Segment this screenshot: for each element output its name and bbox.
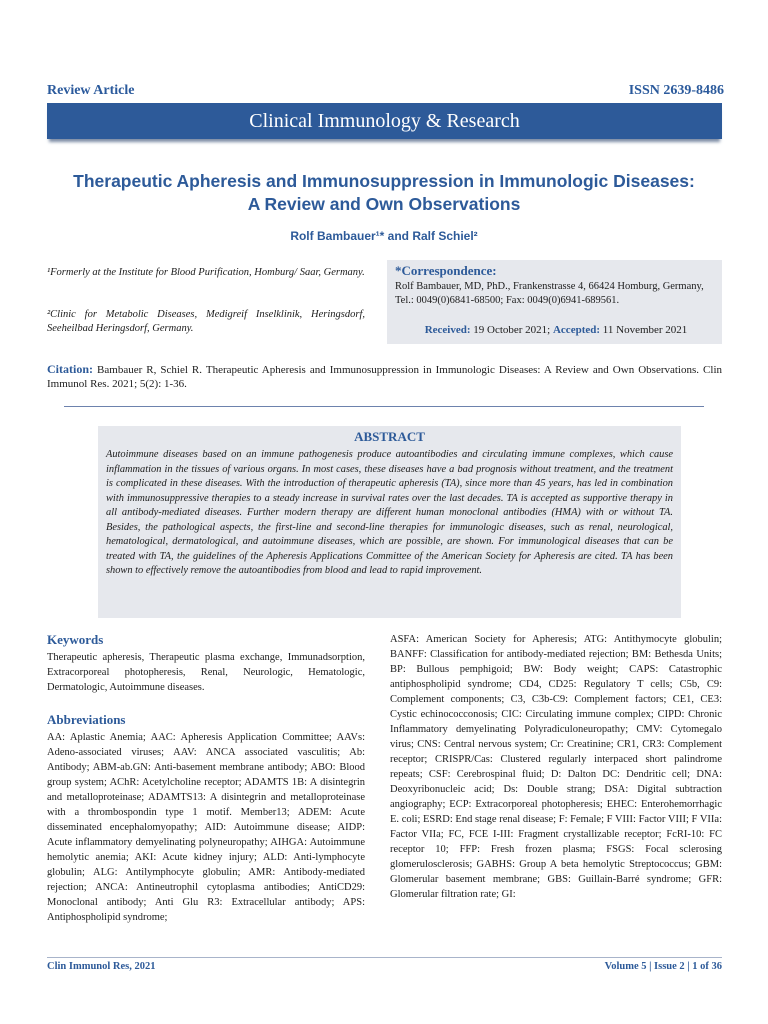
abbreviations-left-column: AA: Aplastic Anemia; AAC: Apheresis Application Committee; AAVs: Adeno-associated viruses; AAV: ANCA associated vasculitis; Ab: Antibody; ABM-ab.GN: Anti-basement membrane antibody; ABO: Blood group system; AChR: Acetylcholine receptor; ADAMTS 1B: A disintegrin and metalloproteinase; ADAMTS13: A disintegrin and metalloproteinase with a thrombospondin type 1 motif. Member13; ADEM: Acute disseminated encephalomyopathy; AID: Autoimmune disease; AIDP: Acute inflammatory demyelinating polyneuropathy; AIHGA: Autoimmune hemolytic anemia; AKI: Acute kidney injury; ALD: Anti-lymphocyte globulin; ALG: Antilymphocyte globulin; AMR: Antibody-mediated rejection; ANCA: Antineutrophil cytoplasma antibodies; AntiCD29: Monoclonal antibody; Anti Glu R3: Extracellular antibody; APS: Antiphospholipid syndrome; (47, 732, 365, 923)
issn-label: ISSN 2639-8486 (628, 83, 724, 98)
correspondence-heading: *Correspondence: (395, 263, 497, 278)
citation (47, 362, 722, 391)
affiliation-2: ²Clinic for Metabolic Diseases, Medigreif Inselklinik, Heringsdorf, Seeheilbad Heringsdorf, Germany. (47, 309, 365, 334)
citation-label: Citation: (47, 362, 93, 376)
accepted-date: 11 November 2021 (602, 324, 688, 336)
footer-journal: Clin Immunol Res, 2021 (47, 961, 156, 972)
journal-banner: Clinical Immunology & Research (47, 103, 722, 139)
article-type-label: Review Article (47, 83, 135, 98)
abbreviations-right-column: ASFA: American Society for Apheresis; ATG: Antithymocyte globulin; BANFF: Classification for antibody-mediated rejection; BM: Bethesda Units; BP: Bullous pemphigoid; BW: Body weight; CAPS: Catastrophic antiphospholipid syndrome; CD4, CD25: Regulatory T cells; C5b, C9: Complement components; C3, C3b-C9: Complement factors; CE1, CE3: Cystic echinococconosis; CIC: Circulating immune complex; CIPD: Chronic Inflammatory demyelinating Polyradiculoneuropathy; CMV: Cytomegalo virus; CNS: Central nervous system; Cr: Creatinine; CR1, CR3: Complement receptor; CRISPR/Cas: Clustered regularly interpaced short palindrome repeats; CSF: Cerebrospinal fluid; D: Dalton DC: Dendritic cell; DNA: Deoxyribonucleic acid; Ds: Double strang; DSA: Digital subtraction angiography; ECP: Extracorporeal photopheresis; EHEC: Enterohemorrhagic E. coli; ESRD: End stage renal disease; F: Female; F VIII: Factor VIII; F VIIa: Factor VIIa; FC, FCE I-III: Fragment crystallizable receptor; FcRI-10: FC receptor 10; FFP: Fresh frozen plasma; FSGS: Focal sclerosing glomerulosclerosis; GABHS: Group A beta hemolytic Streptococcus; GBM: Glomerular basement membrane; GBS: Guillain-Barré syndrome; GFR: Glomerular filtration rate; GI: (390, 634, 722, 900)
abbreviations-heading: Abbreviations (47, 712, 126, 727)
title-line-2: A Review and Own Observations (247, 194, 521, 214)
abstract-heading: ABSTRACT (354, 429, 425, 444)
correspondence-text: Rolf Bambauer, MD, PhD., Frankenstrasse 4, 66424 Homburg, Germany, Tel.: 0049(0)6841-68500; Fax: 0049(0)6941-689561. (395, 281, 704, 306)
citation-text: Bambauer R, Schiel R. Therapeutic Apheresis and Immunosuppression in Immunologic Diseases: A Review and Own Observations. Clin Immunol Res. 2021; 5(2): 1-36. (47, 364, 723, 390)
article-title (40, 170, 728, 216)
received-date: 19 October 2021; (473, 324, 551, 336)
affiliation-1: ¹Formerly at the Institute for Blood Purification, Homburg/ Saar, Germany. (47, 267, 365, 278)
footer-page-info: Volume 5 | Issue 2 | 1 of 36 (604, 961, 722, 972)
title-line-1: Therapeutic Apheresis and Immunosuppression in Immunologic Diseases: (73, 171, 695, 191)
authors: Rolf Bambauer¹* and Ralf Schiel² (290, 229, 478, 243)
keywords-heading: Keywords (47, 632, 104, 647)
abstract-text: Autoimmune diseases based on an immune pathogenesis produce autoantibodies and circulating immune complexes, which cause inflammation in the tissues of various organs. In most cases, these diseases have a bad prognosis without treatment, and the treatment is complicated in these diseases. With the introduction of therapeutic apheresis (TA), since more than 45 years, has led in combination with immunosuppressive therapies to a steady increase in survival rates over the last decades. TA is accepted as supportive therapy in all antibody-mediated diseases. Further modern therapy are different human monoclonal antibodies (HMA) with or without TA. Besides, the pathological aspects, the first-line and second-line therapies for immunologic diseases, such as renal, neurological, hematological, dermatological, and autoimmune diseases, which are possible, are shown. For immunological diseases that can be treated with TA, the guidelines of the Apheresis Applications Committee of the American Society for Apheresis are cited. TA has been shown to effectively remove the autoantibodies from blood and lead to rapid improvement. (106, 449, 673, 576)
section-divider (64, 406, 704, 407)
accepted-label: Accepted: (552, 324, 601, 336)
footer-divider (47, 957, 722, 958)
keywords-text: Therapeutic apheresis, Therapeutic plasma exchange, Immunadsorption, Extracorporeal photopheresis, Renal, Neurologic, Hematologic, Dermatologic, Autoimmune diseases. (47, 652, 365, 693)
received-accepted-dates (395, 324, 717, 336)
received-label: Received: (424, 324, 471, 336)
